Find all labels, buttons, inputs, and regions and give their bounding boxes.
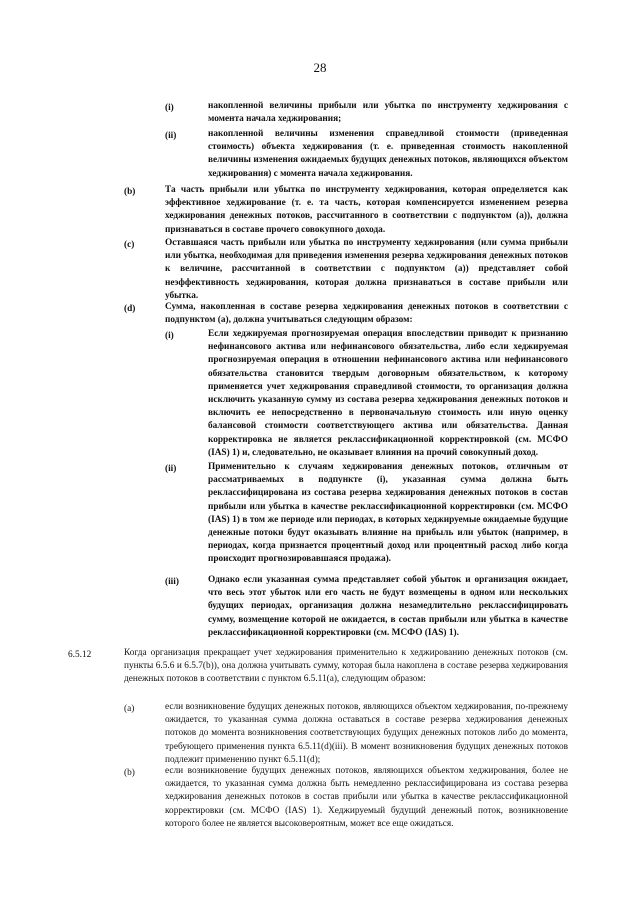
item-label-d-ii: (ii) — [165, 464, 177, 474]
item-text-a-i: накопленной величины прибыли или убытка по инструменту хеджирования с момента начала хеджирования; — [208, 101, 568, 125]
item-text-c: Оставшаяся часть прибыли или убытка по инструменту хеджирования (или сумма прибыли или убытка, необходимая для приведения изменения резерва хеджирования денежных потоков к величине, рассчитанной в соответствии с подпунктом (а)) представляет собой неэффективность хеджирования, которая должна признаваться в составе прибыли или убытка. — [165, 238, 568, 301]
item-text-d-ii: Применительно к случаям хеджирования денежных потоков, отличным от рассматриваемых в подпункте (i), указанная сумма должна быть реклассифицирована из состава резерва хеджирования денежных потоков в состав прибыли или убытка в качестве реклассификационной корректировки (см. МСФО (IAS) 1) в том же периоде или периодах, в которых хеджируемые ожидаемые будущие денежные потоки будут оказывать влияние на прибыль или убыток (например, в периодах, когда признается процентный доход или процентный расход либо когда происходит прогнозировавшаяся продажа). — [208, 462, 568, 565]
paragraph-6-5-12-text: Когда организация прекращает учет хеджирования применительно к хеджированию денежных потоков (см. пункты 6.5.6 и 6.5.7(b)), она должна учитывать сумму, которая была накоплена в составе резерва хеджирования денежных потоков в соответствии с пунктом 6.5.11(а), следующим образом: — [124, 648, 568, 685]
item-text-6-5-12-b: если возникновение будущих денежных потоков, являющихся объектом хеджирования, более не ожидается, то указанная сумма должна быть немедленно реклассифицирована из состава резерва хеджирования денежных потоков в состав прибыли или убытка в качестве реклассификационной корректировки (см. МСФО (IAS) 1). Хеджируемый будущий денежный поток, возникновение которого более не является высоковероятным, может все еще ожидаться. — [165, 766, 568, 829]
item-label-6-5-12-a: (a) — [124, 704, 135, 714]
item-text-d-iii: Однако если указанная сумма представляет собой убыток и организация ожидает, что весь этот убыток или его часть не будут возмещены в одном или нескольких будущих периодах, организация должна незамедлительно реклассифицировать сумму, возмещение которой не ожидается, в состав прибыли или убытка в качестве реклассификационной корректировки (см. МСФО (IAS) 1). — [208, 575, 568, 638]
item-label-d-i: (i) — [165, 331, 174, 341]
item-label-a-i: (i) — [165, 103, 174, 113]
item-text-b: Та часть прибыли или убытка по инструменту хеджирования, которая определяется как эффективное хеджирование (т. е. та часть, которая компенсируется изменением резерва хеджирования денежных потоков, рассчитанного в соответствии с подпунктом (а)), должна признаваться в составе прочего совокупного дохода. — [165, 185, 568, 235]
item-label-6-5-12-b: (b) — [124, 768, 135, 778]
item-label-c: (c) — [124, 240, 135, 250]
page-number: 28 — [313, 60, 327, 75]
item-label-d-iii: (iii) — [165, 577, 179, 587]
item-text-6-5-12-a: если возникновение будущих денежных потоков, являющихся объектом хеджирования, по-прежнему ожидается, то указанная сумма должна оставаться в составе резерва хеджирования денежных потоков до момента возникновения соответствующих будущих денежных потоков либо до момента, требующего применения пункта 6.5.11(d)(iii). В момент возникновения будущих денежных потоков подлежит применению пункт 6.5.11(d); — [165, 702, 568, 765]
item-text-d-i: Если хеджируемая прогнозируемая операция впоследствии приводит к признанию нефинансового актива или нефинансового обязательства, либо если хеджируемая прогнозируемая операция в отношении нефинансового актива или нефинансового обязательства становится твердым договорным обязательством, к которому применяется учет хеджирования справедливой стоимости, то организация должна исключить указанную сумму из состава резерва хеджирования денежных потоков и включить ее непосредственно в первоначальную стоимость или иную оценку балансовой стоимости соответствующего актива или обязательства. Данная корректировка не является реклассификационной корректировкой (см. МСФО (IAS) 1) и, следовательно, не оказывает влияния на прочий совокупный доход. — [208, 329, 568, 458]
item-text-a-ii: накопленной величины изменения справедливой стоимости (приведенная стоимость) объекта хеджирования (т. е. приведенная стоимость накопленной величины изменения ожидаемых будущих денежных потоков, являющихся объектом хеджирования) с момента начала хеджирования. — [208, 129, 568, 179]
item-text-d: Сумма, накопленная в составе резерва хеджирования денежных потоков в соответствии с подпунктом (а), должна учитываться следующим образом: — [165, 302, 568, 326]
item-label-b: (b) — [124, 187, 136, 197]
paragraph-number-6-5-12: 6.5.12 — [68, 650, 92, 660]
item-label-d: (d) — [124, 304, 136, 314]
item-label-a-ii: (ii) — [165, 131, 177, 141]
